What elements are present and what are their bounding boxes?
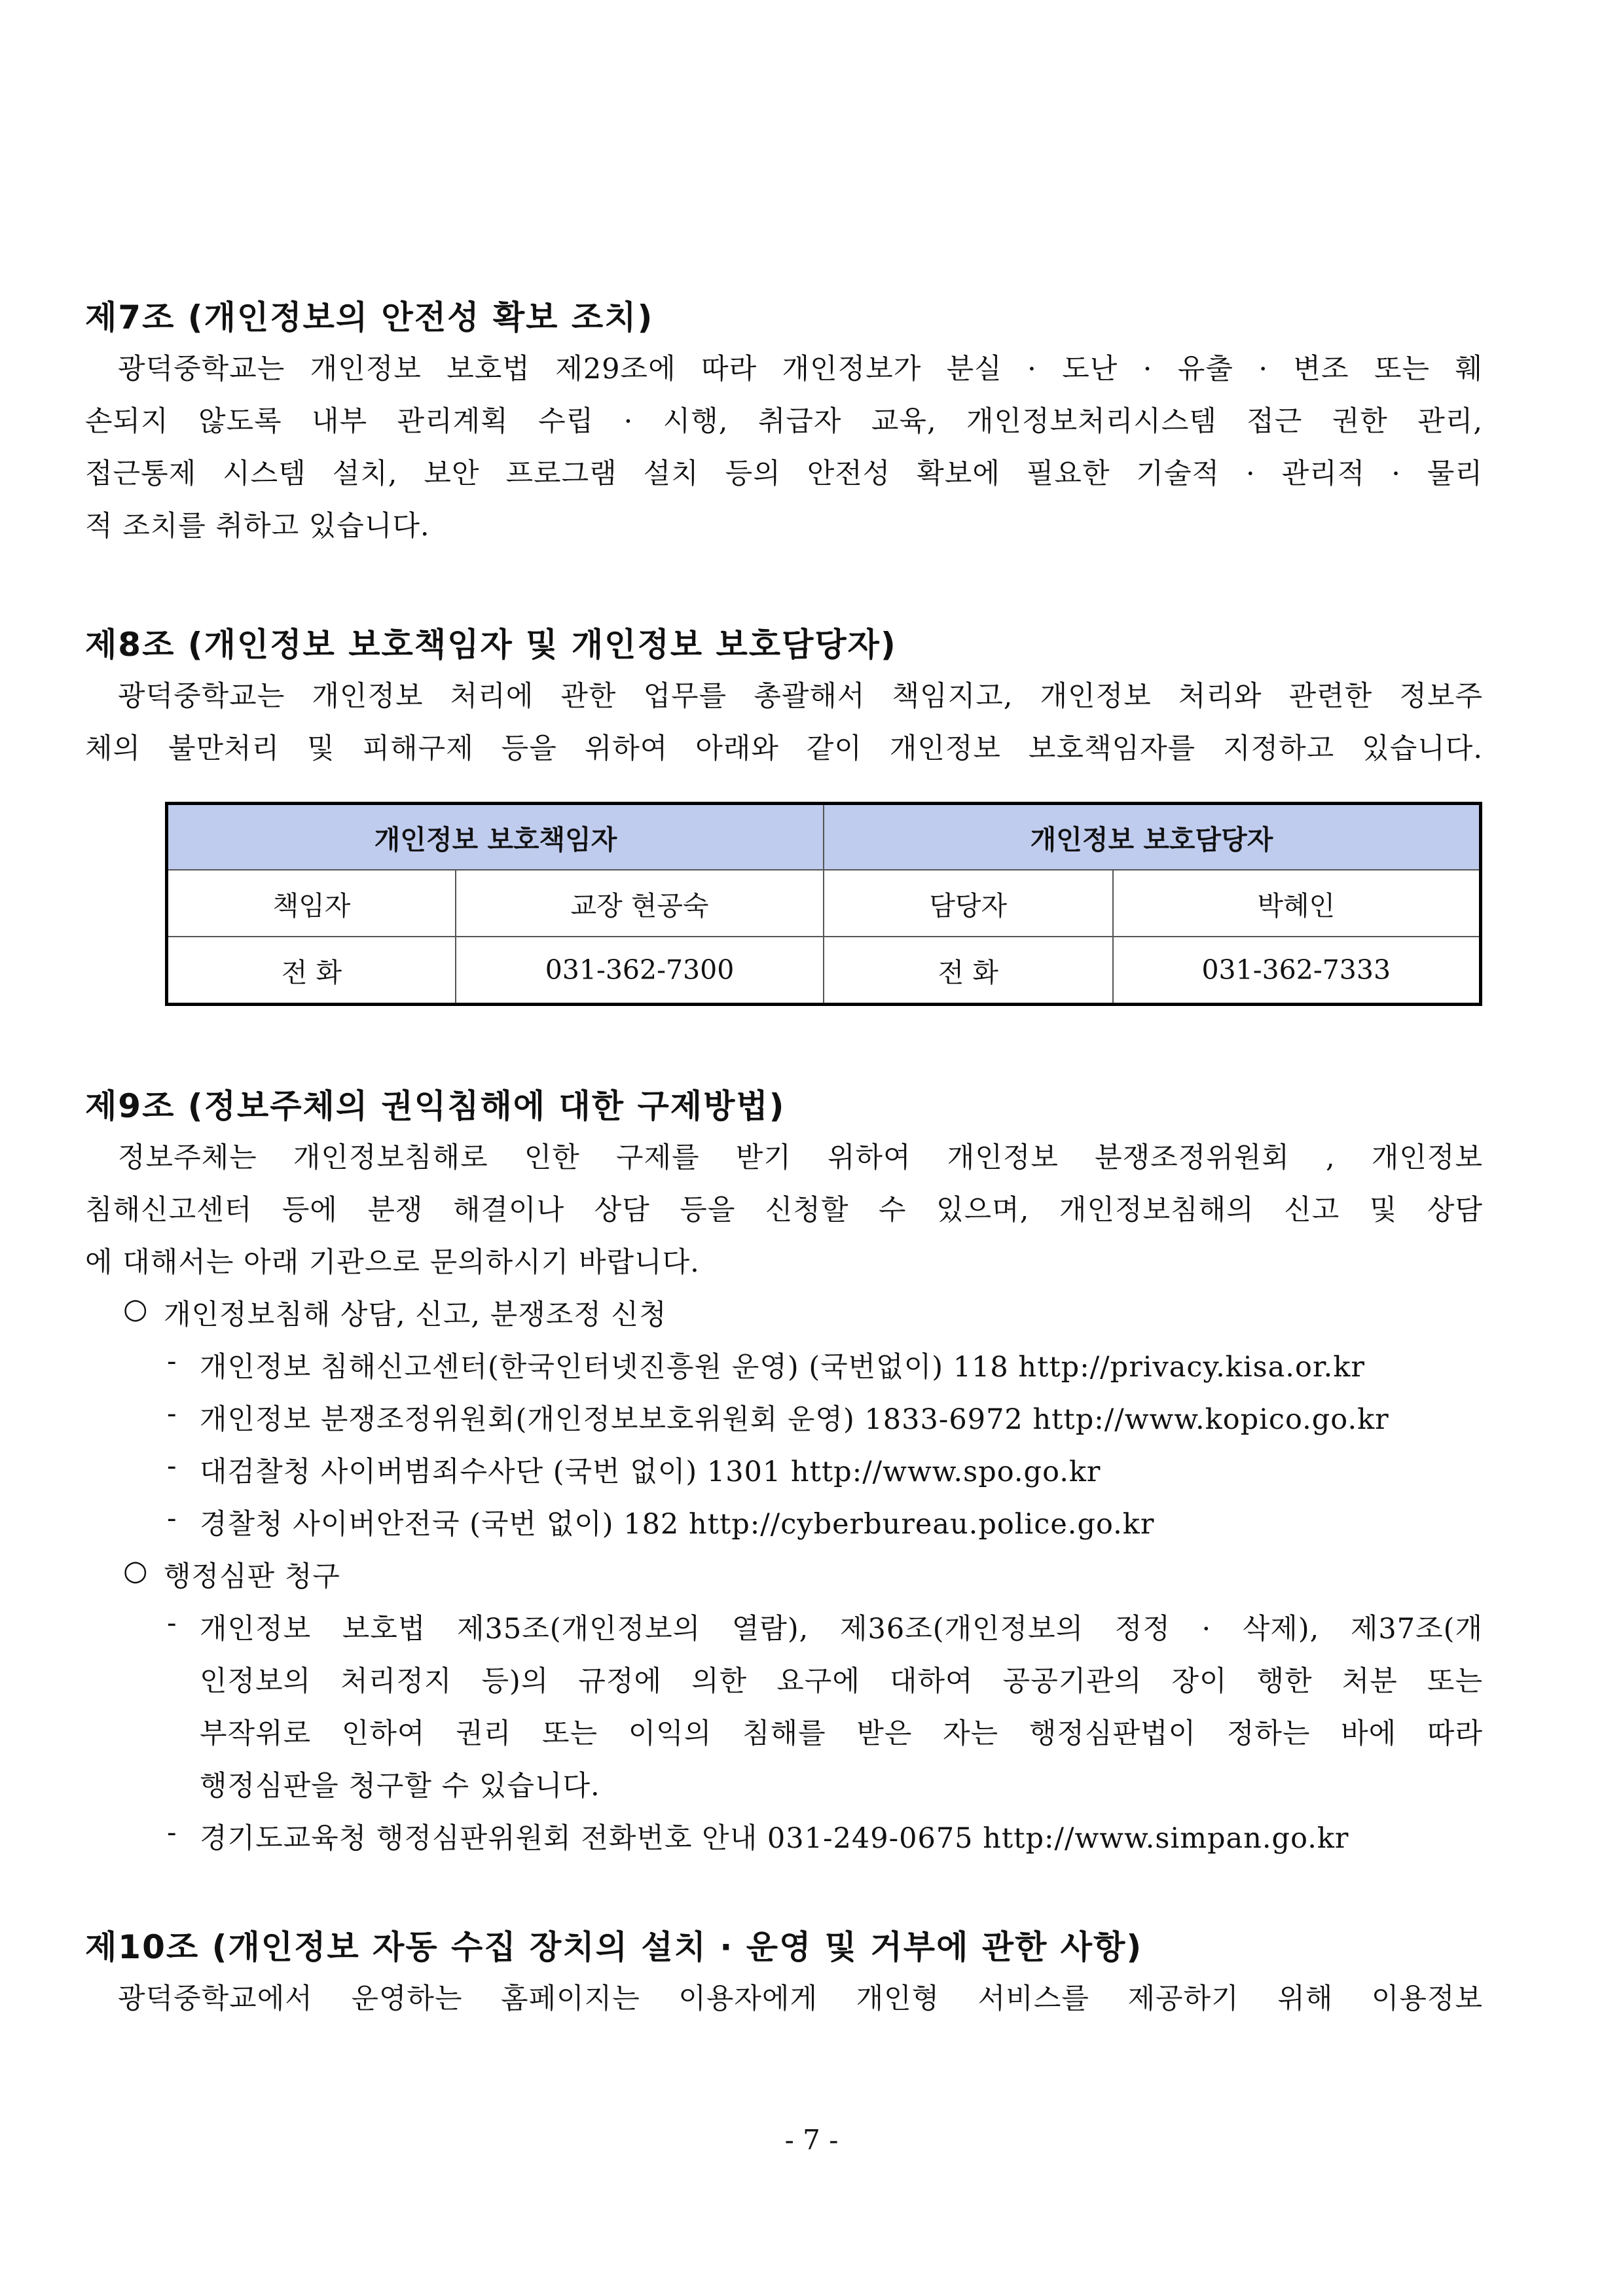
article-9-line-2: 침해신고센터 등에 분쟁 해결이나 상담 등을 신청할 수 있으며, 개인정보침해의 신고 및 상담 [85,1194,1483,1227]
cell-chief-phone: 031-362-7300 [456,937,824,1005]
dash-marker: - [167,1502,177,1535]
bullet-marker: ○ [123,1554,149,1587]
dash-marker: - [167,1345,177,1378]
bullet-marker: ○ [123,1293,149,1325]
privacy-officer-table [165,802,1482,1006]
cell-label-phone-manager: 전 화 [824,937,1113,1005]
list-item-kopico: 개인정보 분쟁조정위원회(개인정보보호위원회 운영) 1833-6972 http://www.kopico.go.kr [200,1403,1389,1436]
cell-label-manager: 담당자 [824,870,1113,937]
list-item-cyberbureau: 경찰청 사이버안전국 (국번 없이) 182 http://cyberbureau.police.go.kr [200,1508,1155,1541]
cell-manager-name: 박혜인 [1113,870,1481,937]
article-7-line-3: 접근통제 시스템 설치, 보안 프로그램 설치 등의 안전성 확보에 필요한 기술적 · 관리적 · 물리 [85,457,1483,490]
article-7-line-2: 손되지 않도록 내부 관리계획 수립 · 시행, 취급자 교육, 개인정보처리시스템 접근 권한 관리, [85,405,1483,438]
page-number: - 7 - [784,2124,839,2156]
bullet-title-administrative-appeal: 행정심판 청구 [164,1560,340,1593]
article-9-line-1: 정보주체는 개인정보침해로 인한 구제를 받기 위하여 개인정보 분쟁조정위원회 , 개인정보 [118,1141,1483,1174]
table-row [167,937,1481,1005]
appeal-text-line-2: 인정보의 처리정지 등)의 규정에 의한 요구에 대하여 공공기관의 장이 행한 처분 또는 [200,1665,1483,1698]
article-9-heading: 제9조 (정보주체의 권익침해에 대한 구제방법) [85,1087,786,1125]
dash-marker: - [167,1607,177,1640]
appeal-text-line-3: 부작위로 인하여 권리 또는 이익의 침해를 받은 자는 행정심판법이 정하는 바에 따라 [200,1717,1483,1750]
dash-marker: - [167,1450,177,1482]
list-item-spo: 대검찰청 사이버범죄수사단 (국번 없이) 1301 http://www.spo.go.kr [200,1456,1101,1488]
article-10-line-1: 광덕중학교에서 운영하는 홈페이지는 이용자에게 개인형 서비스를 제공하기 위해 이용정보 [118,1982,1483,2015]
article-8-line-2: 체의 불만처리 및 피해구제 등을 위하여 아래와 같이 개인정보 보호책임자를 지정하고 있습니다. [85,732,1483,765]
article-7-line-4: 적 조치를 취하고 있습니다. [85,510,430,543]
list-item-kisa: 개인정보 침해신고센터(한국인터넷진흥원 운영) (국번없이) 118 http://privacy.kisa.or.kr [200,1351,1365,1384]
article-8-heading: 제8조 (개인정보 보호책임자 및 개인정보 보호담당자) [85,626,897,664]
dash-marker: - [167,1816,177,1849]
article-10-heading: 제10조 (개인정보 자동 수집 장치의 설치 · 운영 및 거부에 관한 사항) [85,1928,1143,1966]
article-7-heading: 제7조 (개인정보의 안전성 확보 조치) [85,298,654,336]
cell-manager-phone: 031-362-7333 [1113,937,1481,1005]
cell-label-chief: 책임자 [167,870,456,937]
article-9-line-3: 에 대해서는 아래 기관으로 문의하시기 바랍니다. [85,1246,700,1279]
header-manager: 개인정보 보호담당자 [824,804,1481,870]
dash-marker: - [167,1397,177,1430]
list-item-simpan: 경기도교육청 행정심판위원회 전화번호 안내 031-249-0675 http://www.simpan.go.kr [200,1822,1349,1855]
cell-label-phone-chief: 전 화 [167,937,456,1005]
table-header-row [167,804,1481,870]
appeal-text-line-4: 행정심판을 청구할 수 있습니다. [200,1770,600,1803]
header-chief-officer: 개인정보 보호책임자 [167,804,824,870]
article-7-line-1: 광덕중학교는 개인정보 보호법 제29조에 따라 개인정보가 분실 · 도난 · 유출 · 변조 또는 훼 [118,353,1483,386]
article-8-line-1: 광덕중학교는 개인정보 처리에 관한 업무를 총괄해서 책임지고, 개인정보 처리와 관련한 정보주 [118,680,1483,713]
bullet-title-consultation: 개인정보침해 상담, 신고, 분쟁조정 신청 [164,1299,667,1331]
cell-chief-name: 교장 현공숙 [456,870,824,937]
appeal-text-line-1: 개인정보 보호법 제35조(개인정보의 열람), 제36조(개인정보의 정정 · 삭제), 제37조(개 [200,1613,1483,1645]
table-row [167,870,1481,937]
